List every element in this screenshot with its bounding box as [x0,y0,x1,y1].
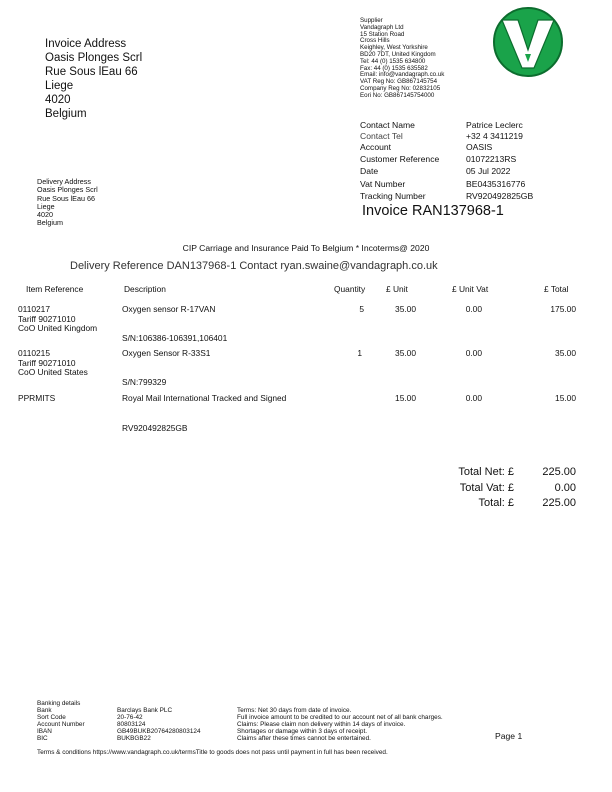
row-ref-line: 0110217 [18,304,50,314]
supplier-line: Company Reg No: 02832105 [360,84,441,92]
invoice-address-line: Rue Sous lEau 66 [45,66,138,78]
bank-label: IBAN [37,727,52,735]
supplier-line: VAT Reg No: GB867145754 [360,78,438,86]
row-ref [18,394,55,404]
header-unit: £ Unit [386,284,408,294]
row-total: 35.00 [555,348,576,358]
delivery-address-line: Oasis Plonges Scrl [37,185,98,195]
bank-value: 80803124 [117,720,146,728]
row-quantity: 5 [359,304,364,314]
total-label: Total: £ [478,497,514,509]
bank-label: Bank [37,707,52,714]
delivery-address-line: 4020 [37,210,53,220]
row-unit-vat: 0.00 [465,304,482,314]
incoterms: CIP Carriage and Insurance Paid To Belgium * Incoterms@ 2020 [182,243,430,253]
row-note: S/N:799329 [122,377,167,387]
detail-label: Contact Tel [360,131,403,141]
detail-value: 05 Jul 2022 [466,166,511,176]
terms-block [237,708,443,743]
banking-heading: Banking details [37,700,81,707]
terms-line: Terms: Net 30 days from date of invoice. [237,707,352,714]
supplier-line: Vandagraph Ltd [360,23,404,31]
total-net-label: Total Net: £ [458,466,514,478]
row-ref-line: Tariff 90271010 [18,357,76,368]
supplier-line: Tel: 44 (0) 1535 634800 [360,57,426,65]
supplier-line: Supplier [360,17,383,24]
terms-line: Claims: Please claim non delivery within 14 days of invoice. [237,720,406,728]
row-ref-line: CoO United Kingdom [18,323,98,334]
invoice-address [45,37,142,121]
invoice-address-line: Liege [45,80,74,92]
detail-label: Tracking Number [360,191,426,201]
detail-value: RV920492825GB [466,191,534,201]
delivery-address-line: Liege [37,201,55,211]
invoice-address-line: 4020 [45,94,71,106]
vandagraph-logo [492,6,564,78]
header-total: £ Total [544,284,569,294]
bank-label: BIC [37,734,48,742]
supplier-line: Fax: 44 (0) 1535 635582 [360,64,428,72]
bank-value: Barclays Bank PLC [117,707,173,714]
detail-value: BE0435316776 [466,179,526,189]
detail-label: Vat Number [360,179,406,189]
detail-label: Date [360,166,379,176]
supplier-line: Eori No: GB867145754000 [360,91,435,99]
header-description: Description [124,284,166,294]
row-ref-line: Tariff 90271010 [18,313,76,324]
delivery-address-line: Rue Sous lEau 66 [37,193,95,203]
row-ref-line: 0110215 [18,348,50,358]
bank-labels [37,708,85,743]
bank-label: Account Number [37,720,85,728]
supplier-line: 15 Station Road [360,30,405,38]
row-note: S/N:106386-106391,106401 [122,333,228,343]
bank-value: GB49BUKB20764280803124 [117,727,201,735]
row-note: RV920492825GB [122,423,188,433]
detail-label: Customer Reference [360,154,440,164]
detail-value: Patrice Leclerc [466,120,523,130]
row-total: 175.00 [550,304,576,314]
bank-values [117,708,201,743]
row-ref [18,305,97,334]
total-value: 225.00 [542,497,576,509]
delivery-reference: Delivery Reference DAN137968-1 Contact ryan.swaine@vandagraph.co.uk [70,260,438,272]
terms-line: Full invoice amount to be credited to our account net of all bank charges. [237,713,443,721]
invoice-number: Invoice RAN137968-1 [362,203,504,219]
delivery-address-line: Belgium [37,218,63,228]
row-unit: 15.00 [395,393,416,403]
row-ref-line: PPRMITS [18,393,56,403]
row-description: Oxygen Sensor R-33S1 [122,348,211,358]
header-unit-vat: £ Unit Vat [452,284,489,294]
delivery-address-heading: Delivery Address [37,177,91,186]
invoice-address-line: Oasis Plonges Scrl [45,52,143,64]
row-unit: 35.00 [395,348,416,358]
terms-line: Claims after these times cannot be entertained. [237,734,371,742]
header-quantity: Quantity [334,284,366,294]
total-vat-value: 0.00 [554,482,576,494]
row-unit-vat: 0.00 [465,348,482,358]
row-quantity: 1 [357,348,362,358]
header-item-reference: Item Reference [26,284,84,294]
row-description: Oxygen sensor R-17VAN [122,304,216,314]
detail-label: Contact Name [360,120,415,130]
bank-label: Sort Code [37,713,66,721]
supplier-line: Keighley, West Yorkshire [360,44,428,52]
conditions-line: Terms & conditions https://www.vandagraph.co.uk/termsTitle to goods does not pass until payment in full has been received. [37,749,388,756]
invoice-address-heading: Invoice Address [45,38,127,50]
detail-value: +32 4 3411219 [466,131,523,141]
supplier-line: BD20 7DT, United Kingdom [360,50,436,58]
invoice-address-line: Belgium [45,108,87,120]
row-ref [18,349,88,378]
total-vat-label: Total Vat: £ [459,482,514,494]
terms-line: Shortages or damage within 3 days of receipt. [237,727,368,735]
page-number: Page 1 [495,731,523,741]
row-unit-vat: 0.00 [465,393,482,403]
supplier-block [360,18,444,100]
supplier-line: Cross Hills [360,37,390,45]
row-unit: 35.00 [395,304,416,314]
detail-label: Account [360,142,392,152]
bank-value: BUKBGB22 [117,734,151,742]
detail-value: OASIS [466,142,493,152]
detail-value: 01072213RS [466,154,517,164]
supplier-line: Email: info@vandagraph.co.uk [360,71,445,79]
row-description: Royal Mail International Tracked and Signed [122,393,287,403]
bank-value: 20-76-42 [117,713,143,721]
total-net-value: 225.00 [542,466,576,478]
row-ref-line: CoO United States [18,367,88,378]
row-total: 15.00 [555,393,576,403]
delivery-address [37,178,98,228]
